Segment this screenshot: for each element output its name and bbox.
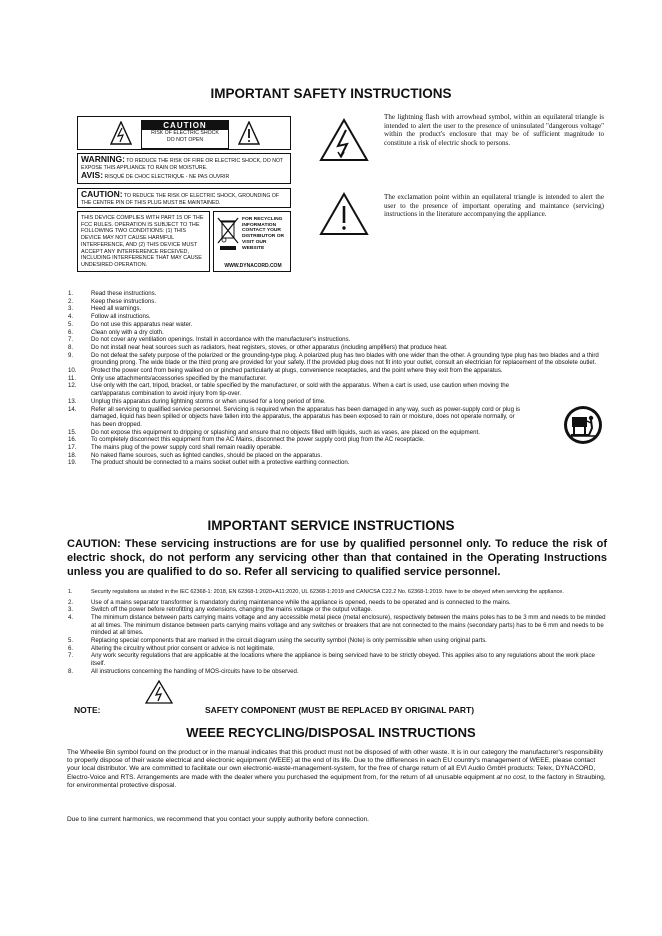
- list-item: 6. Altering the circuitry without prior consent or advice is not legitimate.: [68, 644, 275, 652]
- list-item: 17. The mains plug of the power supply cord shall remain readily operable.: [68, 444, 283, 452]
- lightning-small-icon: [110, 121, 132, 145]
- lightning-note-icon: [145, 680, 173, 704]
- list-item: 2. Keep these instructions.: [68, 297, 157, 305]
- list-item: 9. Do not defeat the safety purpose of the polarized or the grounding-type plug. A polarized plug has two blades with one wider than the other. A grounding type plug has two blades and a third grounding prong. The wide blade or the third prong are provided for your safety. If the provided plug does not fit into your outlet, consult an electrician for replacement of the obsolete outlet.: [68, 351, 599, 367]
- list-item: 12. Use only with the cart, tripod, bracket, or table specified by the manufacturer, or sold with the apparatus. When a cart is used, use caution when moving the cart/apparatus combination to avoid injury from tip-over.: [68, 382, 509, 398]
- list-item: 4. The minimum distance between parts carrying mains voltage and any accessible metal piece (metal enclosure), respectively between the mains poles has to be 3 mm and needs to be minded at all times. The minimum distance between parts carrying mains voltage and any switches or breakers that are not connected to the mains (secondary parts) has to be 6 mm and needs to be minded at all times.: [68, 613, 606, 637]
- safety-title: IMPORTANT SAFETY INSTRUCTIONS: [210, 86, 452, 101]
- safety-instructions-list: [68, 290, 606, 467]
- recycle-box: [213, 211, 291, 272]
- list-item: 4. Follow all instructions.: [68, 313, 151, 321]
- caution-label-panel: [141, 120, 229, 149]
- list-item: 5. Replacing special components that are marked in the circuit diagram using the security symbol (Note) is only permissible when using original parts.: [68, 637, 487, 645]
- service-caution: CAUTION: These servicing instructions are for use by qualified personnel only. To reduce the risk of electric shock, do not perform any servicing other than that contained in the Operating Instructions unless you are qualified to do so. Refer all servicing to qualified service personnel.: [67, 538, 607, 579]
- list-item: 8. All instructions concerning the handling of MOS-circuits have to be observed.: [68, 667, 299, 675]
- lightning-warning-icon: [319, 118, 369, 162]
- list-item: 1. Read these instructions.: [68, 290, 157, 297]
- avis-text: RISQUÉ DE CHOC ELECTRIQUE - NE PAS OUVRIR: [104, 174, 230, 181]
- list-item: 3. Switch off the power before retrofitting any extensions, changing the mains voltage or the output voltage.: [68, 606, 373, 614]
- weee-title: WEEE RECYCLING/DISPOSAL INSTRUCTIONS: [186, 725, 476, 740]
- list-item: 16. To completely disconnect this equipment from the AC Mains, disconnect the power supply cord plug from the AC receptacle.: [68, 436, 425, 444]
- avis-label: AVIS:: [81, 170, 104, 181]
- exclamation-text: The exclamation point within an equilateral triangle is intended to alert the user to the presence of important operating and maintance (servicing) instructions in the literature accompanying the appliance.: [384, 193, 604, 218]
- list-item: 13. Unplug this apparatus during lightning storms or when unused for a long period of time.: [68, 397, 326, 405]
- list-item: 15. Do not expose this equipment to dripping or splashing and ensure that no objects filled with liquids, such as vases, are placed on the equipment.: [68, 428, 480, 436]
- caution-label-line1: RISK OF ELECTRIC SHOCK: [151, 130, 219, 136]
- list-item: 18. No naked flame sources, such as lighted candles, should be placed on the apparatus.: [68, 451, 323, 459]
- list-item: 19. The product should be connected to a mains socket outlet with a protective earthing connection.: [68, 459, 350, 467]
- caution-label-line2: DO NOT OPEN: [166, 137, 204, 143]
- list-item: 2. Use of a mains separator transformer is mandatory during maintenance while the appliance is opened, needs to be operated and is connected to the mains.: [68, 598, 511, 606]
- exclamation-small-icon: [238, 121, 260, 145]
- exclamation-warning-icon: [319, 192, 369, 236]
- service-instructions-list: [68, 589, 606, 676]
- caution-grounding-text: TO REDUCE THE RISK OF ELECTRIC SHOCK, GROUNDING OF THE CENTRE PIN OF THIS PLUG MUST BE MAINTAINED.: [81, 193, 280, 206]
- fcc-box: [77, 211, 210, 272]
- service-title: IMPORTANT SERVICE INSTRUCTIONS: [207, 518, 455, 533]
- recycle-text: FOR RECYCLING INFORMATION CONTACT YOUR DISTRIBUTOR OR VISIT OUR WEBSITE: [242, 217, 285, 251]
- cart-tipover-icon: [563, 405, 603, 445]
- list-item: 10. Protect the power cord from being walked on or pinched particularly at plugs, convenience receptacles, and the point where they exit from the apparatus.: [68, 367, 503, 375]
- list-item: 3. Heed all warnings.: [68, 305, 142, 313]
- list-item: 1. Security regulations as stated in the IEC 62368-1: 2018, EN 62368-1:2020+A11:2020, UL 62368-1:2019 and CAN/CSA C22.2 No. 62368-1:2019. have to be obeyed when servicing the appliance.: [68, 589, 564, 595]
- list-item: 14. Refer all servicing to qualified service personnel. Servicing is required when the apparatus has been damaged in any way, such as power-supply cord or plug is damaged, liquid has been spilled or objects have fallen into the apparatus, the apparatus has been exposed to rain or moisture, does not operate normally, or has been dropped.: [68, 405, 521, 428]
- recycle-url: WWW.DYNACORD.COM: [224, 263, 282, 269]
- list-item: 7. Do not cover any ventilation openings. Install in accordance with the manufacturer's instructions.: [68, 336, 351, 344]
- caution-grounding-label: CAUTION:: [81, 189, 123, 199]
- list-item: 6. Clean only with a dry cloth.: [68, 328, 164, 336]
- warning-label: WARNING:: [81, 154, 125, 164]
- caution-grounding-box: [77, 188, 291, 208]
- caution-label-header: CAUTION: [142, 121, 228, 130]
- weee-text: The Wheelie Bin symbol found on the product or in the manual indicates that this product must not be disposed of with other waste. It is in our category the manufacturer's responsibility to properly dispose of their waste electrical and electronic equipment (WEEE) at the end of its life. Due to the differences in each EU country's management of WEEE, please contact your local distributor. We are committed to facilitate our own electronic-waste-management-system, for the free of charge return of all EVI Audio GmbH products: Telex, DYNACORD, Electro-Voice and RTS. Arrangements are made with the dealer where you purchased the equipment from, for the return of all unusable equipment at no cost, to the factory in Straubing, for environmental protective disposal.: [67, 749, 606, 789]
- warning-text: TO REDUCE THE RISK OF FIRE OR ELECTRIC SHOCK, DO NOT EXPOSE THIS APPLIANCE TO RAIN OR MOISTURE.: [81, 158, 284, 171]
- note-text: SAFETY COMPONENT (MUST BE REPLACED BY ORIGINAL PART): [205, 705, 475, 715]
- wheelie-bin-icon: [217, 216, 239, 252]
- lightning-text: The lightning flash with arrowhead symbol, within an equilateral triangle is intended to alert the user to the presence of uninsulated "dangerous voltage" within the product's enclosure that may be of sufficient magnitude to constitute a risk of electric shock to persons.: [384, 113, 604, 147]
- caution-label: [77, 116, 291, 150]
- list-item: 7. Any work security regulations that are applicable at the locations where the appliance is being serviced have to be strictly obeyed. This applies also to any regulations about the work place itself.: [68, 652, 595, 668]
- list-item: 11. Only use attachments/accessories specified by the manufacturer.: [68, 374, 267, 382]
- warning-box: [77, 153, 291, 184]
- note-label: NOTE:: [74, 705, 101, 715]
- list-item: 5. Do not use this apparatus near water.: [68, 320, 193, 328]
- harmonics-text: Due to line current harmonics, we recommend that you contact your supply authority before connection.: [67, 816, 370, 823]
- fcc-text: THIS DEVICE COMPLIES WITH PART 15 OF THE FCC RULES. OPERATION IS SUBJECT TO THE FOLLOWING TWO CONDITIONS: (1) THIS DEVICE MAY NOT CAUSE HARMFUL INTERFERENCE, AND (2) THIS DEVICE MUST ACCEPT ANY INTERFERENCE RECEIVED, INCLUDING INTERFERENCE THAT MAY CAUSE UNDESIRED OPERATION.: [81, 215, 204, 268]
- list-item: 8. Do not install near heat sources such as radiators, heat registers, stoves, or other apparatus (including amplifiers) that produce heat.: [68, 343, 448, 351]
